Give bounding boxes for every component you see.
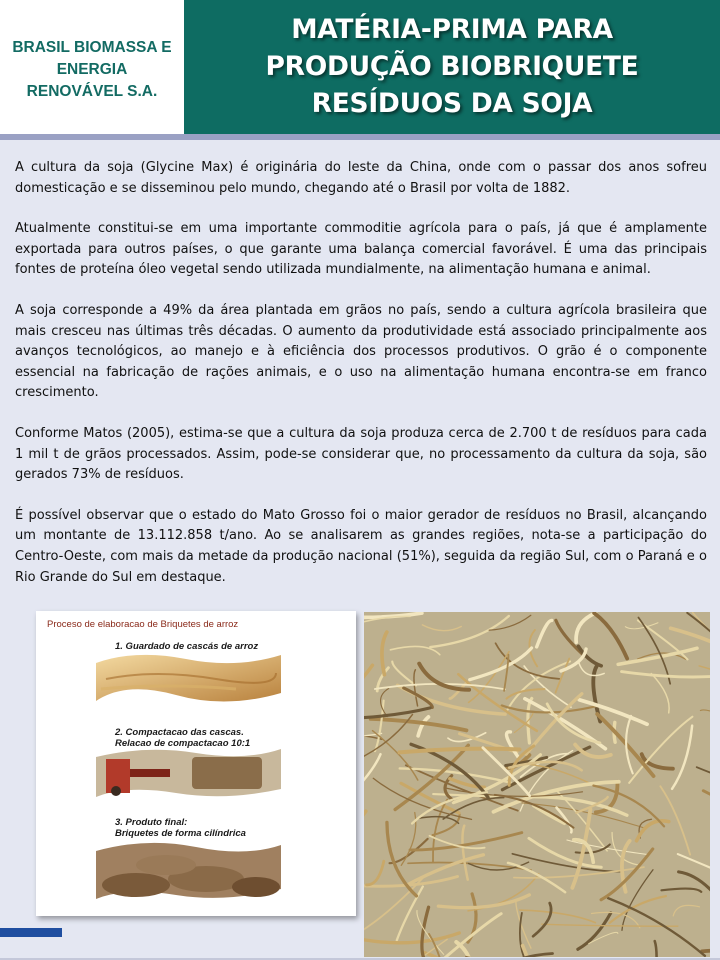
diagram-step-3-line2: Briquetes de forma cilíndrica bbox=[115, 828, 246, 839]
soy-straw-image bbox=[364, 612, 710, 957]
diagram-title: Proceso de elaboracao de Briquetes de arroz bbox=[47, 619, 239, 630]
company-logo bbox=[0, 0, 184, 134]
company-name-line2: ENERGIA bbox=[56, 61, 128, 78]
paragraph-regions: É possível observar que o estado do Mato Grosso foi o maior gerador de resíduos no Brasil, alcançando um montante de 13.112.858 t/ano. Ao se analisarem as grandes regiões, nota-se a participação do Centro-Oeste, com mais da metade da produção nacional (51%), seguida da região Sul, com o Paraná e o Rio Grande do Sul em destaque. bbox=[15, 507, 707, 585]
rice-husk-pile-image bbox=[96, 649, 281, 705]
diagram-step-2-line1: 2. Compactacao das cascas. bbox=[115, 727, 244, 738]
page-title-line1: MATÉRIA-PRIMA PARA bbox=[291, 13, 613, 45]
briquette-process-diagram bbox=[36, 611, 356, 916]
compaction-machine-image bbox=[96, 745, 281, 801]
diagram-step-2-line2: Relacao de compactacao 10:1 bbox=[115, 738, 251, 749]
header-divider bbox=[0, 134, 720, 140]
paragraph-origin: A cultura da soja (Glycine Max) é originária do leste da China, onde com o passar dos anos sofreu domesticação e se disseminou pelo mundo, chegando até o Brasil por volta de 1882. bbox=[15, 160, 707, 196]
company-name-line1: BRASIL BIOMASSA E bbox=[12, 39, 172, 56]
paragraph-commodity: Atualmente constitui-se em uma importante commoditie agrícola para o país, já que é amplamente exportada para outros países, o que garante uma balança comercial favorável. É uma das principais fontes de proteína óleo vegetal sendo utilizada mundialmente, na alimentação humana e animal. bbox=[15, 221, 707, 278]
footer-accent-bar bbox=[0, 928, 62, 937]
title-banner bbox=[184, 0, 720, 134]
company-name-line3: RENOVÁVEL S.A. bbox=[26, 83, 158, 100]
body-text bbox=[15, 158, 707, 588]
paragraph-residue: Conforme Matos (2005), estima-se que a cultura da soja produza cerca de 2.700 t de resíduos para cada 1 mil t de grãos processados. Assim, pode-se considerar que, no processamento da cultura da soja, são gerados 73% de resíduos. bbox=[15, 425, 707, 483]
diagram-step-3-line1: 3. Produto final: bbox=[115, 817, 188, 828]
briquette-product-image bbox=[96, 837, 281, 903]
soy-residue-photo bbox=[364, 612, 710, 957]
page-title-line3: RESÍDUOS DA SOJA bbox=[311, 87, 593, 119]
page-title-line2: PRODUÇÃO BIOBRIQUETE bbox=[265, 50, 639, 82]
diagram-step-3 bbox=[115, 817, 246, 839]
header bbox=[0, 0, 720, 134]
page-title bbox=[266, 11, 639, 122]
paragraph-area: A soja corresponde a 49% da área plantada em grãos no país, sendo a cultura agrícola brasileira que mais cresceu nas últimas três décadas. O aumento da produtividade está associado principalmente aos avanços tecnológicos, ao manejo e à eficiência dos processos produtivos. O grão é o componente essencial na fabricação de rações animais, e o uso na alimentação humana encontra-se em franco crescimento. bbox=[15, 302, 707, 401]
diagram-step-1: 1. Guardado de cascás de arroz bbox=[115, 641, 259, 652]
company-name bbox=[7, 37, 177, 103]
